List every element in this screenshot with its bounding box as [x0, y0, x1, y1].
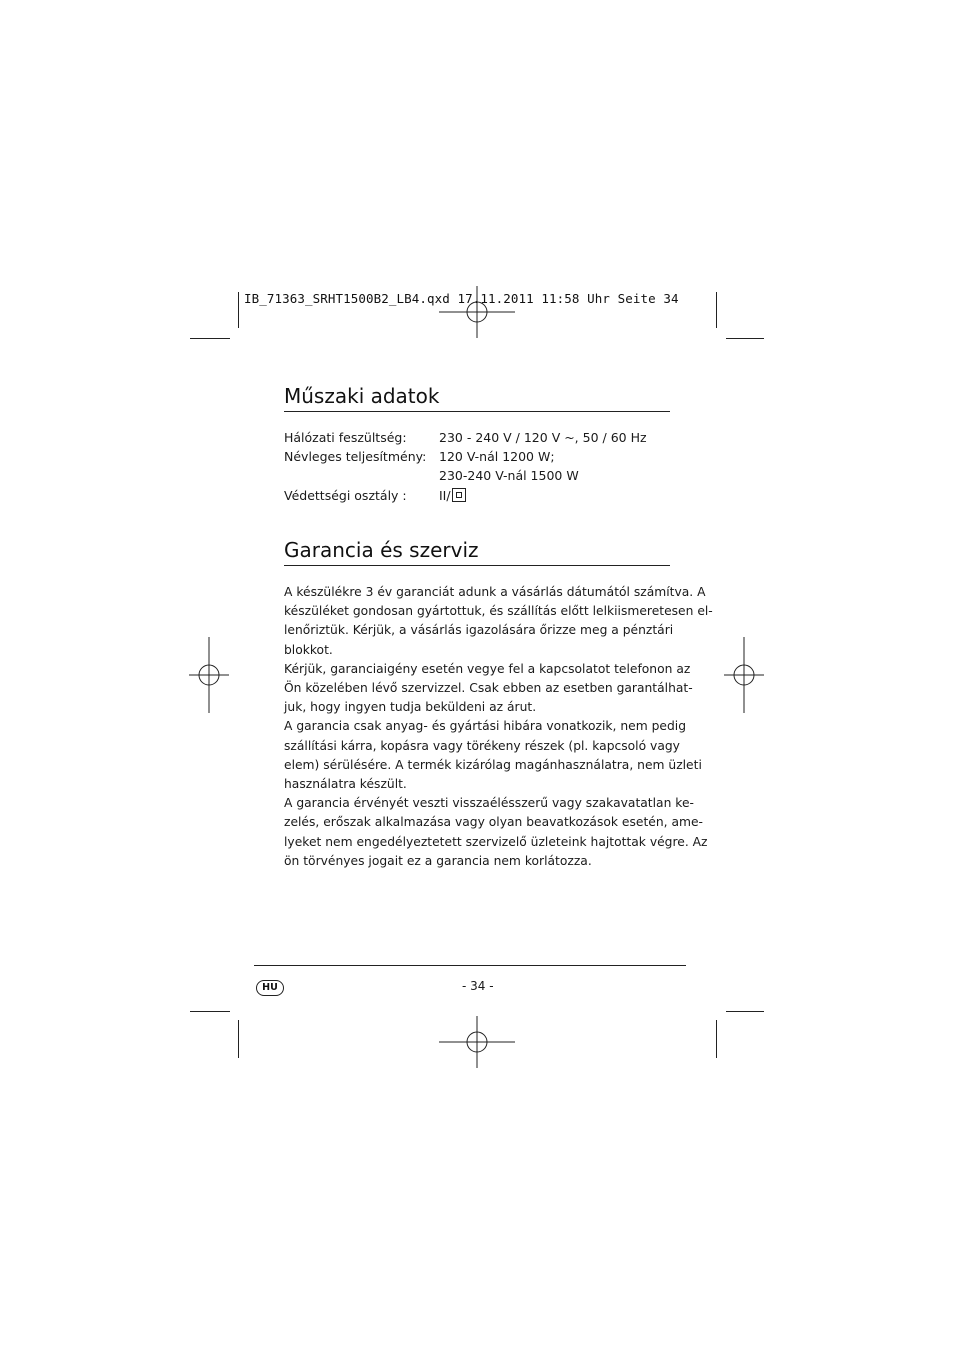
- spec-value: II/: [439, 488, 451, 503]
- text-line: szállítási kárra, kopásra vagy törékeny részek (pl. kapcsoló vagy: [284, 738, 680, 753]
- text-line: zelés, erőszak alkalmazása vagy olyan beavatkozások esetén, ame-: [284, 815, 703, 830]
- spec-value: 230-240 V-nál 1500 W: [439, 468, 579, 483]
- crop-mark: [190, 338, 230, 339]
- text-line: blokkot.: [284, 642, 333, 657]
- text-line: lenőriztük. Kérjük, a vásárlás igazolására őrizze meg a pénztári: [284, 623, 674, 638]
- spec-label: Hálózati feszültség:: [284, 430, 407, 445]
- crop-mark: [726, 1011, 764, 1012]
- text-line: A garancia érvényét veszti visszaélésszerű vagy szakavatatlan ke-: [284, 796, 694, 811]
- text-line: A garancia csak anyag- és gyártási hibára vonatkozik, nem pedig: [284, 719, 687, 734]
- text-line: lyeket nem engedélyeztetett szervizelő üzleteink hajtottak végre. Az: [284, 834, 708, 849]
- registration-mark-icon: [171, 637, 247, 713]
- crop-mark: [238, 1020, 239, 1058]
- crop-mark: [726, 338, 764, 339]
- protection-class-value: [439, 488, 466, 503]
- text-line: elem) sérülésére. A termék kizárólag magánhasználatra, nem üzleti: [284, 757, 702, 772]
- heading-rule: [284, 411, 670, 412]
- technical-data-heading: Műszaki adatok: [284, 384, 440, 408]
- registration-mark-icon: [706, 637, 782, 713]
- crop-mark: [716, 1020, 717, 1058]
- registration-mark-icon: [439, 1004, 515, 1080]
- text-line: Kérjük, garanciaigény esetén vegye fel a kapcsolatot telefonon az: [284, 661, 691, 676]
- text-line: juk, hogy ingyen tudja beküldeni az árut.: [284, 700, 537, 715]
- text-line: Ön közelében lévő szervizzel. Csak ebben az esetben garantálhat-: [284, 681, 693, 696]
- country-badge: HU: [256, 980, 284, 996]
- spec-value: 230 - 240 V / 120 V ~, 50 / 60 Hz: [439, 430, 647, 445]
- spec-label: Névleges teljesítmény:: [284, 449, 427, 464]
- registration-mark-icon: [439, 274, 515, 350]
- crop-mark: [190, 1011, 230, 1012]
- warranty-text: [284, 583, 713, 871]
- heading-rule: [284, 565, 670, 566]
- protection-class-ii-icon: [452, 488, 466, 502]
- crop-mark: [716, 292, 717, 328]
- page-number: - 34 -: [462, 979, 494, 993]
- text-line: A készülékre 3 év garanciát adunk a vásárlás dátumától számítva. A: [284, 585, 706, 599]
- spec-label: Védettségi osztály :: [284, 488, 407, 503]
- warranty-heading: Garancia és szerviz: [284, 538, 479, 562]
- text-line: készüléket gondosan gyártottuk, és szállítás előtt lelkiismeretesen el-: [284, 604, 713, 619]
- footer-rule: [254, 965, 686, 966]
- text-line: ön törvényes jogait ez a garancia nem korlátozza.: [284, 853, 592, 868]
- crop-mark: [238, 292, 239, 328]
- print-slug: IB_71363_SRHT1500B2_LB4.qxd 17.11.2011 11:58 Uhr Seite 34: [244, 291, 679, 306]
- spec-value: 120 V-nál 1200 W;: [439, 449, 555, 464]
- text-line: használatra készült.: [284, 777, 407, 792]
